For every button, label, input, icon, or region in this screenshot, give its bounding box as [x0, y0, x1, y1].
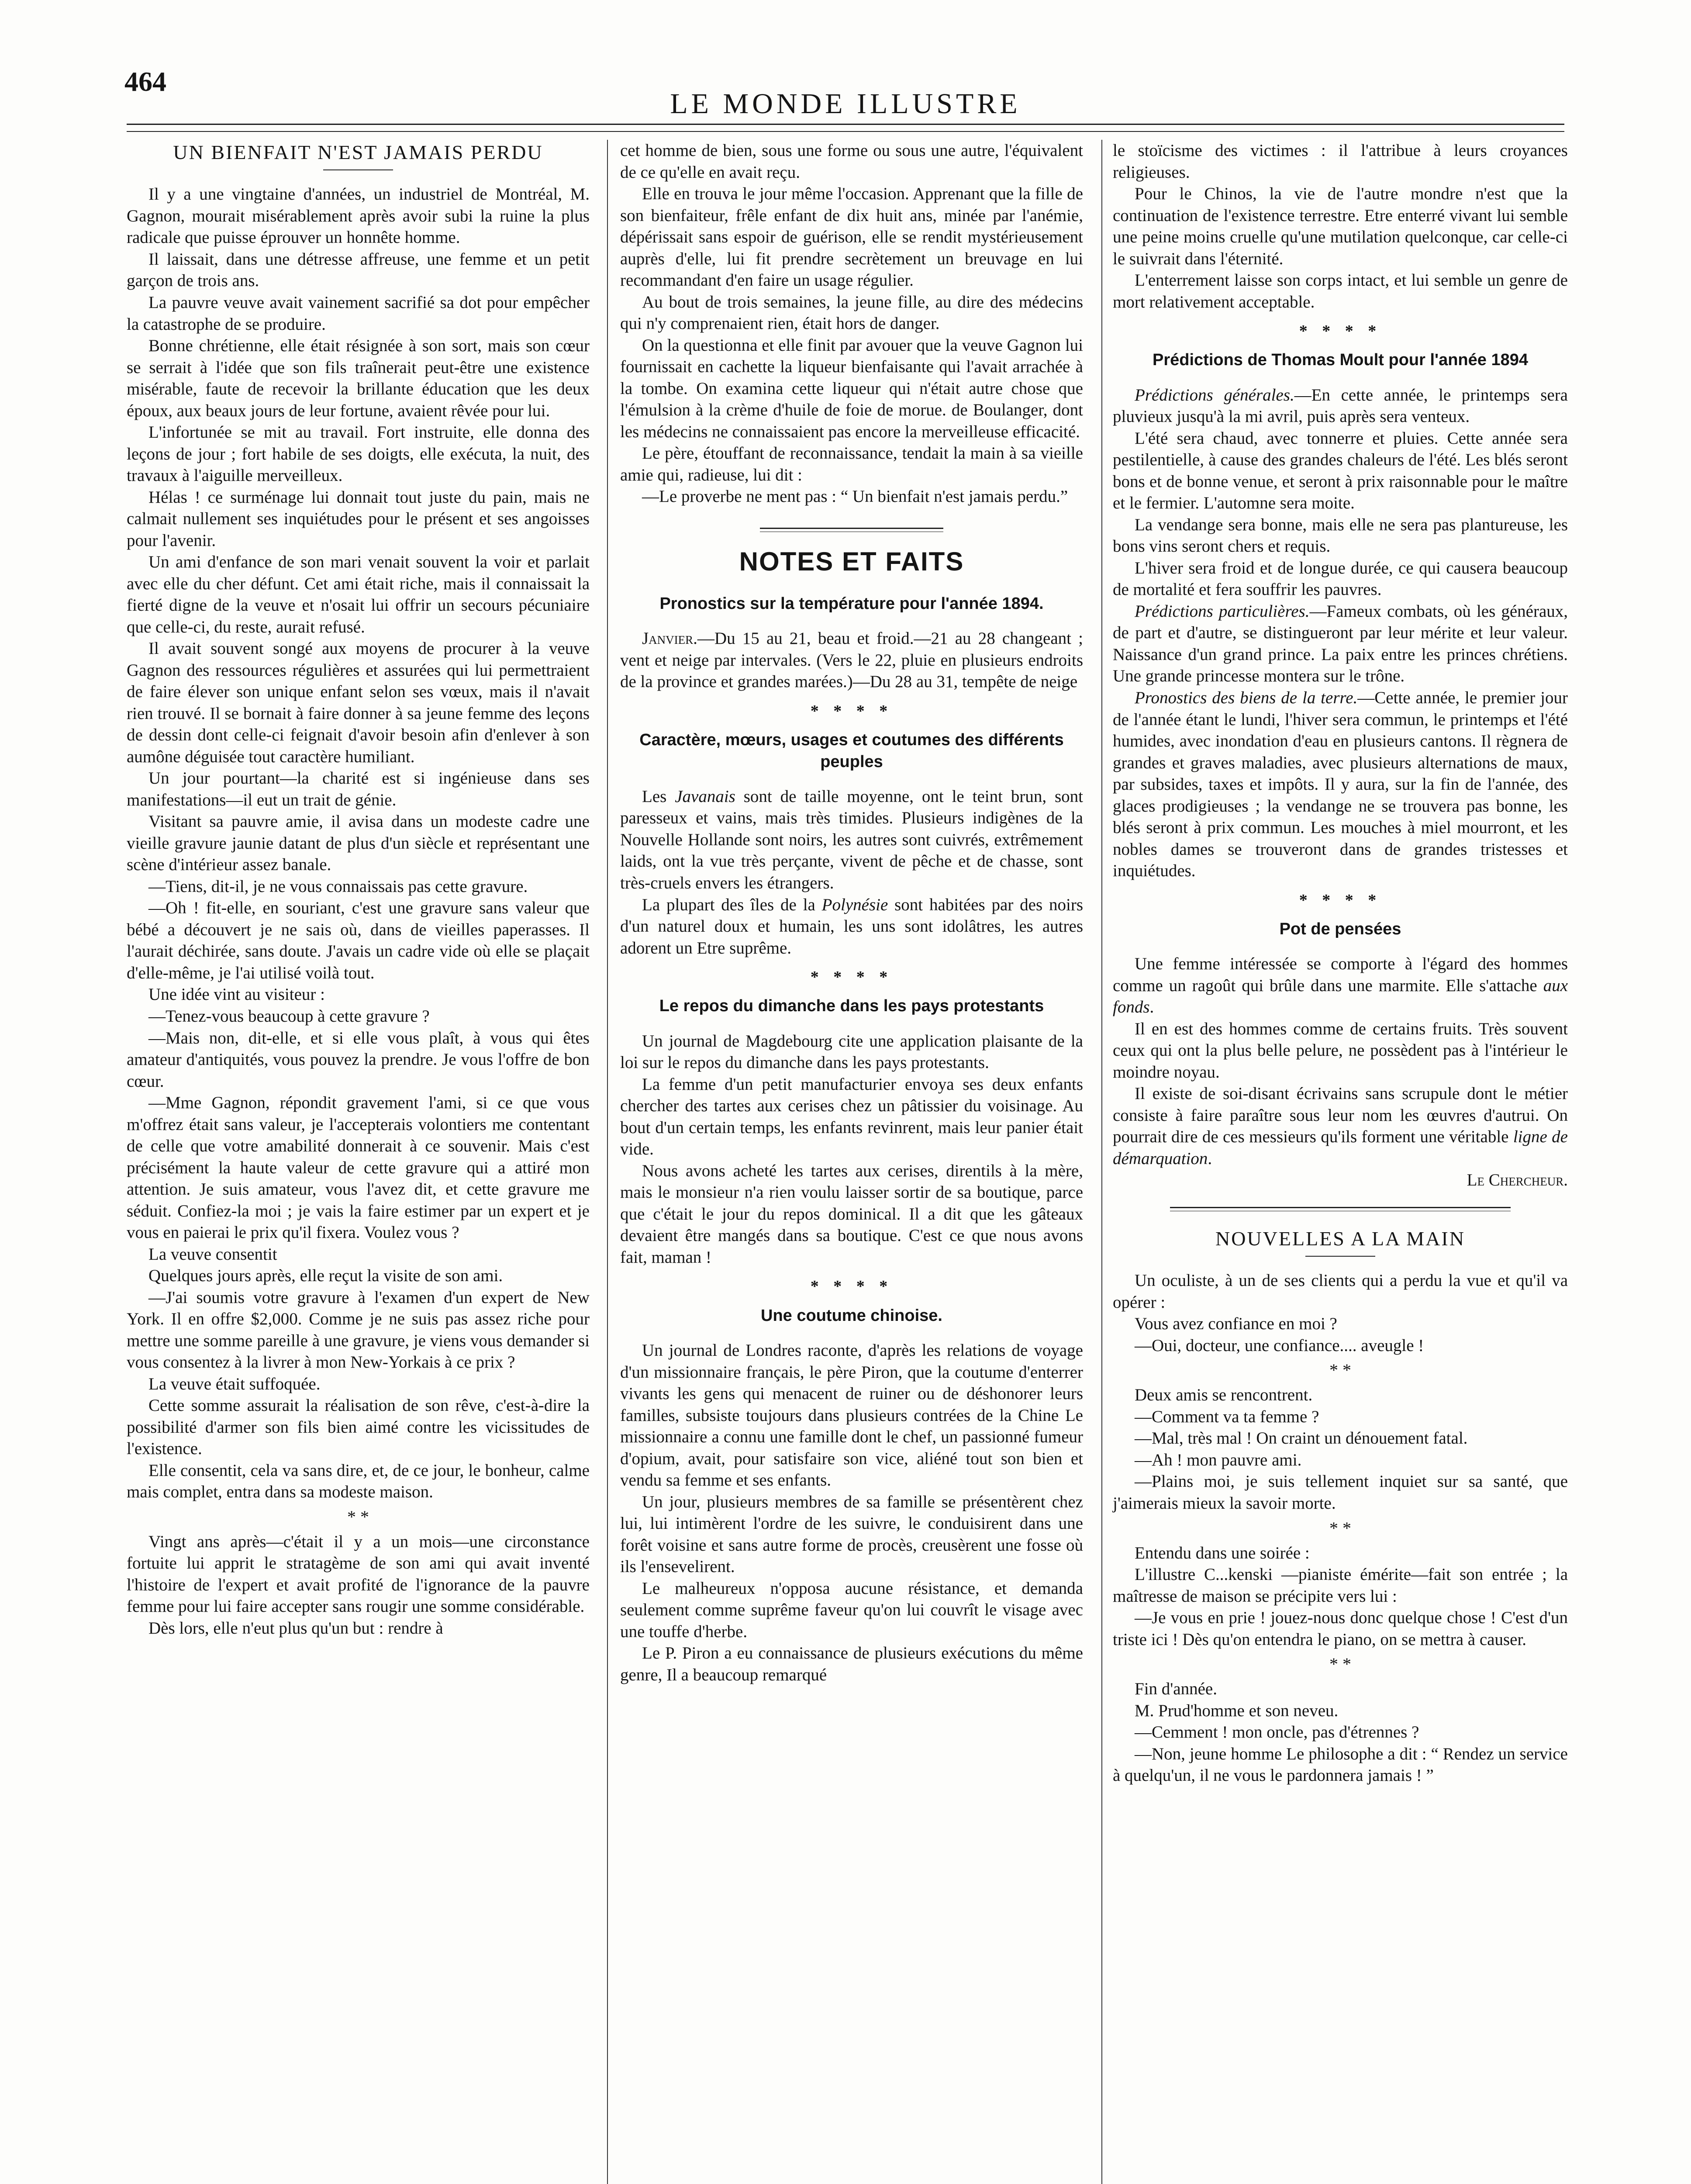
paragraph: On la questionna et elle finit par avouer que la veuve Gagnon lui fournissait en cachette la liqueur bienfaisante qui l'avait arrachée à la tombe. On examina cette liqueur qui n'était autre chose que l'émulsion à la crème d'huile de foie de morue. de Boulanger, dont les médecins ne connaissaient pas encore la merveilleuse efficacité. [620, 335, 1083, 441]
emphasis: Javanais [675, 787, 735, 806]
paragraph: Un oculiste, à un de ses clients qui a perdu la vue et qu'il va opérer : [1113, 1271, 1568, 1312]
paragraph: Le P. Piron a eu connaissance de plusieurs exécutions du même genre, Il a beaucoup remarqué [620, 1644, 1083, 1684]
text: Les [642, 787, 675, 806]
article-body-continued [127, 1531, 590, 1639]
text: —En cette année, le printemps sera pluvieux jusqu'à la mi avril, puis après sera venteux. [1113, 385, 1568, 426]
page-number: 464 [124, 66, 166, 97]
paragraph: Quelques jours après, elle reçut la visite de son ami. [148, 1266, 503, 1286]
stars-separator: * * * * [1299, 322, 1382, 341]
section-separator: * * [347, 1507, 369, 1527]
subsection-heading: Le repos du dimanche dans les pays protestants [659, 997, 1044, 1016]
paragraph: La veuve était suffoquée. [148, 1374, 321, 1393]
paragraph: L'enterrement laisse son corps intact, et lui semble un genre de mort relativement acceptable. [1113, 271, 1568, 311]
header-rule [127, 124, 1564, 125]
paragraph: —Plains moi, je suis tellement inquiet sur sa santé, que j'aimerais mieux la savoir morte. [1113, 1472, 1568, 1513]
paragraph: Un ami d'enfance de son mari venait souvent la voir et parlait avec elle du cher défunt. Cet ami était riche, mais il connaissait la fierté digne de la veuve et n'osait lui offrir un secours pécuniaire que celle-ci, du reste, aurait refusé. [127, 553, 590, 636]
column-2 [620, 140, 1083, 1686]
column-divider [1101, 140, 1102, 2184]
paragraph: Il en est des hommes comme de certains fruits. Très souvent ceux qui ont la plus belle pelure, ne possèdent pas à l'intérieur le moindre noyau. [1113, 1019, 1568, 1082]
emphasis: Prédictions particulières. [1135, 601, 1310, 621]
paragraph: Au bout de trois semaines, la jeune fille, au dire des médecins qui n'y comprenaient rien, était hors de danger. [620, 292, 1083, 333]
subsection-heading: Pot de pensées [1279, 919, 1401, 938]
section-rule [1170, 1207, 1511, 1211]
paragraph: —Je vous en prie ! jouez-nous donc quelque chose ! C'est d'un triste ici ! Dès qu'on entendra le piano, on se mettra à causer. [1113, 1608, 1568, 1649]
paragraph: La vendange sera bonne, mais elle ne sera pas plantureuse, les bons vins seront chers et requis. [1113, 515, 1568, 556]
paragraph [1113, 601, 1568, 687]
paragraph: —Le proverbe ne ment pas : “ Un bienfait n'est jamais perdu.” [642, 487, 1068, 506]
month-label: Janvier. [642, 629, 697, 648]
paragraph: L'infortunée se mit au travail. Fort instruite, elle donna des leçons de jour ; fort habile de ses doigts, elle exécuta, la nuit, des travaux à l'aiguille merveilleux. [127, 423, 590, 485]
paragraph: Il avait souvent songé aux moyens de procurer à la veuve Gagnon des ressources régulières et assurées qui lui permettraient de faire élever son unique enfant selon ses vœux, mais il n'avait rien trouvé. Il se bornait à faire donner à sa jeune femme des leçons de dessin dont celle-ci feignait d'avoir besoin afin d'enlever à son aumône déguisée tout caractère humiliant. [127, 639, 590, 766]
stars-separator: * * * * [1299, 891, 1382, 909]
paragraph [1113, 1083, 1568, 1169]
emphasis: Prédictions générales. [1135, 385, 1294, 404]
paragraph: Elle consentit, cela va sans dire, et, de ce jour, le bonheur, calme mais complet, entra dans sa modeste maison. [127, 1461, 590, 1502]
paragraph: —Oui, docteur, une confiance.... aveugle ! [1135, 1336, 1424, 1355]
anecdote [1113, 1542, 1568, 1651]
emphasis: ligne de démarquation [1113, 1127, 1568, 1168]
paragraph [1113, 953, 1568, 1018]
subsection-body [620, 1030, 1083, 1268]
paragraph: La pauvre veuve avait vainement sacrifié sa dot pour empêcher la catastrophe de se produire. [127, 293, 590, 334]
anecdote [1113, 1678, 1568, 1787]
subsection-heading: Pronostics sur la température pour l'année 1894. [659, 594, 1044, 613]
paragraph: —Mme Gagnon, répondit gravement l'ami, si ce que vous m'offrez était sans valeur, je l'accepterais volontiers me contentant de celle que votre amabilité donnerait à ce souvenir. Mais c'est précisément la haute valeur de cette gravure qui a attiré mon attention. Je suis amateur, vous l'avez dit, et cette gravure me séduit. Confiez-la moi ; je vais la faire estimer par un expert et je vous en paierai le prix qu'il fixera. Voulez vous ? [127, 1093, 590, 1242]
column-1 [127, 140, 590, 1639]
paragraph [1113, 384, 1568, 428]
paragraph [620, 628, 1083, 693]
signature-text: Le Chercheur. [1467, 1171, 1568, 1190]
paragraph: L'été sera chaud, avec tonnerre et pluies. Cette année sera pestilentielle, à cause des grandes chaleurs de l'été. Les blés seront bons et de bonne venue, et seront à prix raisonnable pour le maître et le fermier. L'automne sera moite. [1113, 429, 1568, 513]
stars-separator: * * * * [810, 1277, 893, 1296]
subsection-heading: Une coutume chinoise. [761, 1306, 942, 1325]
paragraph: cet homme de bien, sous une forme ou sous une autre, l'équivalent de ce qu'elle en avait reçu. [620, 141, 1083, 182]
paragraph: Elle en trouva le jour même l'occasion. Apprenant que la fille de son bienfaiteur, frêle enfant de dix huit ans, minée par l'anémie, dépérissait sans espoir de guérison, elle se rendit mystérieusement auprès d'elle, lui fit prendre secrètement un breuvage en lui recommandant d'en faire un usage régulier. [620, 184, 1083, 290]
section-separator: * * [1329, 1654, 1351, 1674]
paragraph: Entendu dans une soirée : [1135, 1543, 1310, 1562]
subsection-body [620, 1340, 1083, 1686]
column-divider [607, 140, 608, 2184]
paragraph: Un journal de Londres raconte, d'après les relations de voyage d'un missionnaire français, le père Piron, que la coutume d'enterrer vivants les gens qui menacent de ruiner ou de déshonorer leurs familles, subsiste toujours dans plusieurs contrées de la Chine Le missionnaire a connu une famille dont le chef, un passionné fumeur d'opium, avait, pour satisfaire son vice, aliéné tout son bien et vendu sa femme et ses enfants. [620, 1341, 1083, 1490]
paragraph: M. Prud'homme et son neveu. [1135, 1701, 1339, 1720]
text: La plupart des îles de la [642, 895, 822, 914]
text: sont habitées par des noirs d'un naturel doux et humain, les uns sont idolâtres, les autres adorent un Etre suprême. [620, 895, 1083, 957]
paragraph: Un journal de Magdebourg cite une application plaisante de la loi sur le repos du dimanche dans les pays protestants. [620, 1031, 1083, 1072]
text: Une femme intéressée se comporte à l'égard des hommes comme un ragoût qui brûle dans une marmite. Elle s'attache [1113, 954, 1568, 995]
paragraph: —J'ai soumis votre gravure à l'examen d'un expert de New York. Il en offre $2,000. Comme je ne suis pas assez riche pour mettre une somme pareille à une gravure, je viens vous demander si vous consentez à la livrer à mon New-Yorkais à ce prix ? [127, 1288, 590, 1372]
section-title: NOTES ET FAITS [739, 546, 964, 576]
anecdote [1113, 1384, 1568, 1514]
paragraph: Il laissait, dans une détresse affreuse, une femme et un petit garçon de trois ans. [127, 249, 590, 290]
paragraph: Cette somme assurait la réalisation de son rêve, c'est-à-dire la possibilité d'armer son fils bien aimé contre les vicissitudes de l'existence. [127, 1396, 590, 1458]
section-separator: * * [1329, 1518, 1351, 1538]
paragraph: Une idée vint au visiteur : [148, 985, 325, 1004]
paragraph: Fin d'année. [1135, 1679, 1217, 1699]
paragraph: —Cemment ! mon oncle, pas d'étrennes ? [1135, 1723, 1419, 1742]
paragraph: Deux amis se rencontrent. [1135, 1386, 1313, 1405]
paragraph [620, 894, 1083, 959]
paragraph: le stoïcisme des victimes : il l'attribue à leurs croyances religieuses. [1113, 141, 1568, 182]
paragraph: Bonne chrétienne, elle était résignée à son sort, mais son cœur se serrait à l'idée que son fils traînerait peut-être une existence misérable, faute de recevoir la brillante éducation que les deux époux, aux beaux jours de leur fortune, avaient rêvée pour lui. [127, 336, 590, 420]
title-rule [323, 169, 393, 170]
paragraph: —Oh ! fit-elle, en souriant, c'est une gravure sans valeur que bébé a découvert je ne sais où, dans de vieilles paperasses. Il l'aurait déchirée, sans doute. J'avais un cadre vide où elle se plaçait d'elle-même, je l'ai utilisé voilà tout. [127, 898, 590, 982]
emphasis: Polynésie [821, 895, 888, 914]
paragraph: —Non, jeune homme Le philosophe a dit : “ Rendez un service à quelqu'un, il ne vous le pardonnera jamais ! ” [1113, 1744, 1568, 1785]
paragraph: —Tenez-vous beaucoup à cette gravure ? [148, 1007, 430, 1026]
section-rule [760, 528, 943, 532]
paragraph: —Tiens, dit-il, je ne vous connaissais pas cette gravure. [148, 877, 528, 896]
subsection-heading: Caractère, mœurs, usages et coutumes des différents peuples [639, 731, 1064, 771]
stars-separator: * * * * [810, 968, 893, 987]
anecdote [1113, 1270, 1568, 1356]
emphasis: Pronostics des biens de la terre. [1135, 688, 1358, 707]
paragraph: Vingt ans après—c'était il y a un mois—une circonstance fortuite lui apprit le stratagème de son ami qui avait inventé l'histoire de l'expert et avait profité de l'ignorance de la pauvre femme pour lui faire accepter sans rougir une somme considérable. [127, 1532, 590, 1616]
paragraph: Un jour pourtant—la charité est si ingénieuse dans ses manifestations—il eut un trait de génie. [127, 769, 590, 809]
emphasis: aux fonds [1113, 976, 1568, 1017]
text: —Cette année, le premier jour de l'année étant le lundi, l'hiver sera commun, le printemps et l'été humides, avec inondation d'eau en plusieurs cantons. Il règnera de grandes et graves maladies, avec plusieurs alternations de maux, par subsides, taxes et impôts. Il y aura, sur la fin de l'année, des glaces prodigieuses ; la vendange ne se trouvera pas bonne, les blés seront à prix commun. Les mouches à miel mourront, et les nobles dames se trouveront dans de grandes tristesses et inquiétudes. [1113, 688, 1568, 881]
article-continuation [1113, 140, 1568, 313]
section-separator: * * [1329, 1360, 1351, 1380]
article-continuation [620, 140, 1083, 508]
paragraph: Pour le Chinos, la vie de l'autre mondre n'est que la continuation de l'existence terrestre. Etre enterré vivant lui semble une peine moins cruelle qu'une mutilation quelconque, car celle-ci le suivrait dans l'éternité. [1113, 184, 1568, 268]
paragraph: Nous avons acheté les tartes aux cerises, direntils à la mère, mais le monsieur n'a rien voulu laisser sortir de sa boutique, parce que c'était le jour du repos dominical. Il a dit que les gâteaux devaient être mangés dans sa boutique. C'est ce que nous avons fait, maman ! [620, 1161, 1083, 1267]
subsection-heading: Prédictions de Thomas Moult pour l'année 1894 [1153, 351, 1528, 370]
article-title: UN BIENFAIT N'EST JAMAIS PERDU [173, 141, 543, 163]
paragraph: Le malheureux n'opposa aucune résistance, et demanda seulement comme suprême faveur qu'on lui couvrît le visage avec une touffe d'herbe. [620, 1579, 1083, 1641]
paragraph: Visitant sa pauvre amie, il avisa dans un modeste cadre une vieille gravure jaunie datant de plus d'un siècle et représentant une scène d'intérieur assez banale. [127, 812, 590, 874]
title-rule [1305, 1256, 1375, 1257]
paragraph: —Comment va ta femme ? [1135, 1407, 1319, 1426]
text: . [1208, 1149, 1212, 1168]
text: —Fameux combats, où les généraux, de part et d'autre, se distingueront par leur mérite et leur valeur. Naissance d'un grand prince. La paix entre les princes chrétiens. Une grande princesse montera sur le trône. [1113, 601, 1568, 686]
paragraph: L'illustre C...kenski —pianiste émérite—fait son entrée ; la maîtresse de maison se précipite vers lui : [1113, 1565, 1568, 1606]
column-3 [1113, 140, 1568, 1787]
paragraph-text: —Du 15 au 21, beau et froid.—21 au 28 changeant ; vent et neige par intervales. (Vers le 22, pluie en plusieurs endroits de la province et grandes marées.)—Du 28 au 31, tempête de neige [620, 629, 1083, 691]
paragraph: La veuve consentit [148, 1244, 277, 1264]
paragraph: Dès lors, elle n'eut plus qu'un but : rendre à [148, 1618, 443, 1638]
stars-separator: * * * * [810, 702, 893, 720]
paragraph [620, 786, 1083, 894]
masthead: LE MONDE ILLUSTRE [670, 88, 1021, 120]
paragraph: Vous avez confiance en moi ? [1135, 1314, 1337, 1334]
paragraph: La femme d'un petit manufacturier envoya ses deux enfants chercher des tartes aux cerises chez un pâtissier du voisinage. Au bout d'un certain temps, les enfants revinrent, mais leur panier était vide. [620, 1075, 1083, 1159]
paragraph: Le père, étouffant de reconnaissance, tendait la main à sa vieille amie qui, radieuse, lui dit : [620, 444, 1083, 484]
header-rule [127, 131, 1564, 132]
text: . [1149, 998, 1154, 1017]
paragraph [1113, 687, 1568, 882]
text: sont de taille moyenne, ont le teint brun, sont paresseux et vains, mais très timides. Plusieurs indigènes de la Nouvelle Hollande sont noirs, les autres sont cuivrés, extrêmement laids, ont la vue très perçante, vivent de pêche et de chasse, sont très-cruels envers les étrangers. [620, 787, 1083, 892]
paragraph: —Ah ! mon pauvre ami. [1135, 1450, 1302, 1469]
signature [1113, 1169, 1568, 1191]
paragraph: Un jour, plusieurs membres de sa famille se présentèrent chez lui, lui intimèrent l'ordre de les suivre, le conduisirent dans une forêt voisine et sans autre forme de procès, creusèrent une fosse où ils l'ensevelirent. [620, 1492, 1083, 1576]
paragraph: Hélas ! ce surménage lui donnait tout juste du pain, mais ne calmait nullement ses inquiétudes pour le présent et ses angoisses pour l'avenir. [127, 487, 590, 550]
article-body [127, 183, 590, 1503]
paragraph: —Mal, très mal ! On craint un dénouement fatal. [1135, 1429, 1468, 1448]
paragraph: Il y a une vingtaine d'années, un industriel de Montréal, M. Gagnon, mourait misérablement après avoir subi la ruine la plus radicale que puisse éprouver un honnête homme. [127, 185, 590, 247]
section-title: NOUVELLES A LA MAIN [1215, 1227, 1465, 1250]
paragraph: —Mais non, dit-elle, et si elle vous plaît, à vous qui êtes amateur d'antiquités, vous pouvez la prendre. Je vous l'offre de bon cœur. [127, 1028, 590, 1091]
paragraph: L'hiver sera froid et de longue durée, ce qui causera beaucoup de mortalité et fera souffrir les pauvres. [1113, 558, 1568, 599]
text: Il existe de soi-disant écrivains sans scrupule dont le métier consiste à faire paraître sous leur nom les œuvres d'autrui. On pourrait dire de ces messieurs qu'ils forment une véritable [1113, 1084, 1568, 1147]
